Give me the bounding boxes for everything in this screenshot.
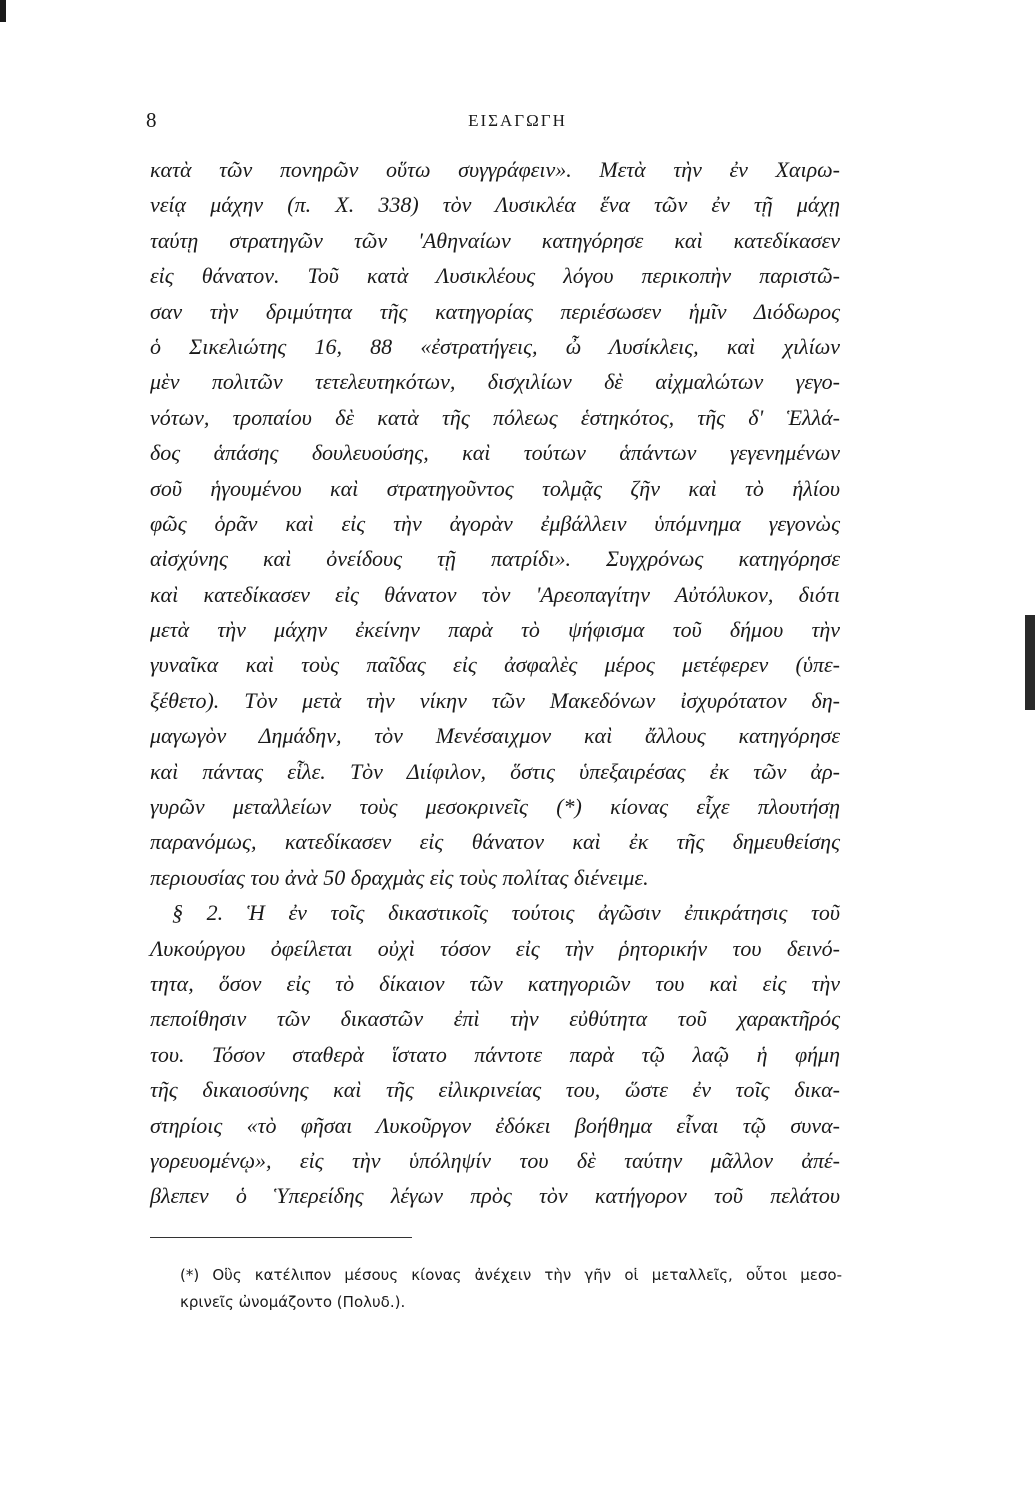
scan-corner-mark	[0, 0, 6, 22]
text-line: ξέθετο). Τὸν μετὰ τὴν νίκην τῶν Μακεδόνων ἰσχυρότατον δη-	[150, 687, 840, 713]
text-line: καὶ κατεδίκασεν εἰς θάνατον τὸν 'Αρεοπαγίτην Αὐτόλυκον, διότι	[150, 581, 840, 607]
text-line: ὁ Σικελιώτης 16, 88 «ἐστρατήγεις, ὦ Λυσίκλεις, καὶ χιλίων	[150, 333, 840, 359]
text-line: του. Τόσον σταθερὰ ἵστατο πάντοτε παρὰ τῷ λαῷ ἡ φήμη	[150, 1041, 840, 1067]
text-line: βλεπεν ὁ Ὑπερείδης λέγων πρὸς τὸν κατήγορον τοῦ πελάτου	[150, 1183, 840, 1209]
text-line: παρανόμως, κατεδίκασεν εἰς θάνατον καὶ ἐκ τῆς δημευθείσης	[150, 829, 840, 855]
footnote-rule	[150, 1237, 412, 1238]
text-line: κατὰ τῶν πονηρῶν οὕτω συγγράφειν». Μετὰ τὴν ἐν Χαιρω-	[150, 157, 840, 182]
section-start-line: § 2. Ἡ ἐν τοῖς δικαστικοῖς τούτοις ἀγῶσιν ἐπικράτησις τοῦ	[172, 900, 840, 926]
text-line: εἰς θάνατον. Τοῦ κατὰ Λυσικλέους λόγου περικοπὴν παριστῶ-	[150, 263, 840, 289]
text-line: σοῦ ἡγουμένου καὶ στρατηγοῦντος τολμᾷς ζῆν καὶ τὸ ἡλίου	[150, 475, 840, 501]
text-line: Λυκούργου ὀφείλεται οὐχὶ τόσον εἰς τὴν ῥητορικήν του δεινό-	[150, 935, 840, 961]
text-line: στηρίοις «τὸ φῆσαι Λυκοῦργον ἐδόκει βοήθημα εἶναι τῷ συνα-	[150, 1112, 840, 1138]
running-head: ΕΙΣΑΓΩΓΗ	[468, 111, 567, 130]
footnote-line: (*) Οὓς κατέλιπον μέσους κίονας ἀνέχειν τὴν γῆν οἱ μεταλλεῖς, οὗτοι μεσο-	[180, 1266, 842, 1284]
text-line: νότων, τροπαίου δὲ κατὰ τῆς πόλεως ἑστηκότος, τῆς δ' Ἑλλά-	[150, 404, 840, 430]
text-line: γυναῖκα καὶ τοὺς παῖδας εἰς ἀσφαλὲς μέρος μετέφερεν (ὑπε-	[150, 652, 840, 678]
text-line: νείᾳ μάχην (π. Χ. 338) τὸν Λυσικλέα ἕνα τῶν ἐν τῇ μάχῃ	[150, 192, 840, 218]
text-line: φῶς ὁρᾶν καὶ εἰς τὴν ἀγορὰν ἐμβάλλειν ὑπόμνημα γεγονὼς	[150, 510, 840, 536]
text-line: πεποίθησιν τῶν δικαστῶν ἐπὶ τὴν εὐθύτητα τοῦ χαρακτῆρός	[150, 1006, 840, 1032]
text-line: μὲν πολιτῶν τετελευτηκότων, δισχιλίων δὲ αἰχμαλώτων γεγο-	[150, 369, 840, 395]
text-line: περιουσίας του ἀνὰ 50 δραχμὰς εἰς τοὺς πολίτας διένειμε.	[150, 864, 649, 890]
text-line: γυρῶν μεταλλείων τοὺς μεσοκρινεῖς (*) κίονας εἶχε πλουτήσῃ	[150, 794, 840, 820]
footnotes	[180, 1262, 842, 1316]
text-line: μαγωγὸν Δημάδην, τὸν Μενέσαιχμον καὶ ἄλλους κατηγόρησε	[150, 723, 840, 749]
text-line: γορευομένῳ», εἰς τὴν ὑπόληψίν του δὲ ταύτην μᾶλλον ἀπέ-	[150, 1147, 840, 1173]
page-edge-mark	[1025, 615, 1035, 710]
page-number: 8	[146, 108, 157, 132]
text-line: δος ἁπάσης δουλευούσης, καὶ τούτων ἁπάντων γεγενημένων	[150, 440, 840, 466]
text-line: μετὰ τὴν μάχην ἐκείνην παρὰ τὸ ψήφισμα τοῦ δήμου τὴν	[150, 617, 840, 643]
text-line: τῆς δικαιοσύνης καὶ τῆς εἰλικρινείας του, ὥστε ἐν τοῖς δικα-	[150, 1077, 840, 1103]
text-line: τητα, ὅσον εἰς τὸ δίκαιον τῶν κατηγοριῶν του καὶ εἰς τὴν	[150, 970, 840, 996]
footnote-line: κρινεῖς ὠνομάζοντο (Πολυδ.).	[180, 1293, 406, 1311]
text-line: αἰσχύνης καὶ ὀνείδους τῇ πατρίδι». Συγχρόνως κατηγόρησε	[150, 546, 840, 572]
body-text	[150, 152, 840, 1214]
text-line: σαν τὴν δριμύτητα τῆς κατηγορίας περιέσωσεν ἡμῖν Διόδωρος	[150, 298, 840, 324]
text-line: ταύτῃ στρατηγῶν τῶν 'Αθηναίων κατηγόρησε καὶ κατεδίκασεν	[150, 227, 840, 253]
text-line: καὶ πάντας εἷλε. Τὸν Διίφιλον, ὅστις ὑπεξαιρέσας ἐκ τῶν ἀρ-	[150, 758, 840, 784]
